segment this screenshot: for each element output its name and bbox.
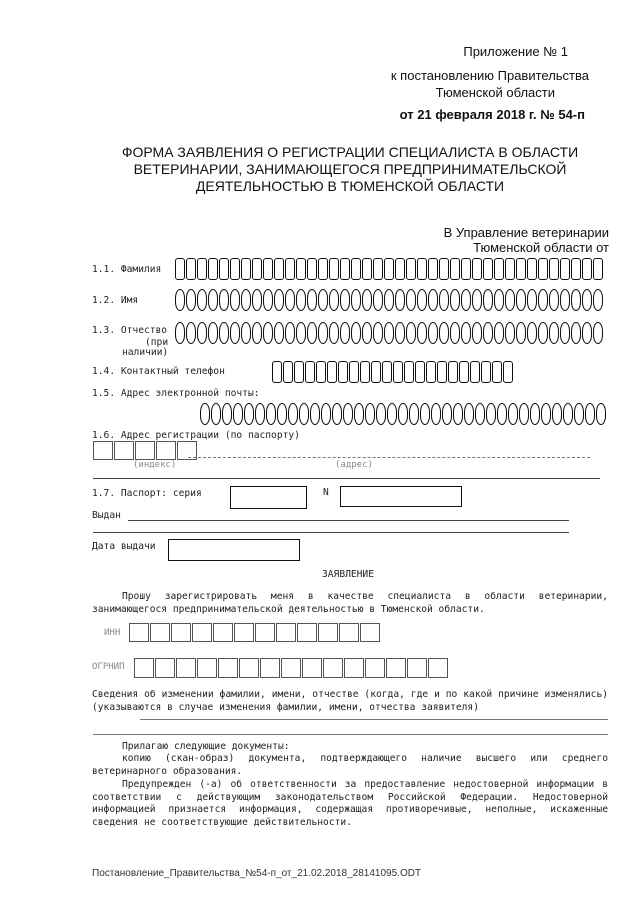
char-cell[interactable] (373, 258, 383, 280)
char-cell[interactable] (497, 403, 507, 425)
char-cell[interactable] (272, 361, 282, 383)
ogrnip-label: ОГРНИП (92, 662, 125, 672)
char-cell[interactable] (222, 403, 232, 425)
char-cell[interactable] (560, 258, 570, 280)
char-cell[interactable] (318, 289, 328, 311)
passport-series-field[interactable] (230, 486, 307, 509)
char-cell[interactable] (241, 258, 251, 280)
address-line-2[interactable] (93, 478, 600, 479)
char-cell[interactable] (252, 322, 262, 344)
char-cell[interactable] (439, 258, 449, 280)
char-cell[interactable] (563, 403, 573, 425)
char-cell[interactable] (428, 289, 438, 311)
char-cell[interactable] (296, 258, 306, 280)
char-cell[interactable] (307, 322, 317, 344)
char-cell[interactable] (508, 403, 518, 425)
index-hint: (индекс) (133, 460, 177, 470)
char-cell[interactable] (395, 289, 405, 311)
char-cell[interactable] (395, 322, 405, 344)
char-cell[interactable] (230, 289, 240, 311)
char-cell[interactable] (329, 322, 339, 344)
char-cell[interactable] (538, 258, 548, 280)
char-cell[interactable] (596, 403, 606, 425)
char-cell[interactable] (585, 403, 595, 425)
postal-index-field[interactable] (93, 441, 198, 460)
char-cell[interactable] (211, 403, 221, 425)
char-cell[interactable] (420, 403, 430, 425)
char-cell[interactable] (483, 289, 493, 311)
char-cell[interactable] (351, 322, 361, 344)
char-cell[interactable] (340, 258, 350, 280)
char-cell[interactable] (494, 258, 504, 280)
patronymic-field[interactable] (175, 322, 604, 344)
form-title (0, 144, 640, 195)
char-cell[interactable] (472, 322, 482, 344)
char-cell[interactable] (453, 403, 463, 425)
char-cell[interactable] (241, 322, 251, 344)
char-cell[interactable] (409, 403, 419, 425)
char-cell[interactable] (294, 361, 304, 383)
char-cell[interactable] (338, 361, 348, 383)
liability-warning: Предупрежден (-а) об ответственности за предоставление недостоверной информации в соответствии с действующим законодательством Российской Федерации. Недостоверной информацией признается информация, содержащая противоречивые, неполные, искаженные сведения не соответствующие действительности. (92, 779, 608, 828)
char-cell[interactable] (266, 403, 276, 425)
decree-date: от 21 февраля 2018 г. № 54-п (399, 107, 585, 122)
attachments-heading: Прилагаю следующие документы: (122, 741, 290, 752)
char-cell[interactable] (486, 403, 496, 425)
char-cell[interactable] (197, 258, 207, 280)
char-cell[interactable] (481, 361, 491, 383)
char-cell[interactable] (233, 403, 243, 425)
char-cell[interactable] (571, 322, 581, 344)
char-cell[interactable] (417, 289, 427, 311)
char-cell[interactable] (527, 289, 537, 311)
char-cell[interactable] (448, 361, 458, 383)
char-cell[interactable] (230, 322, 240, 344)
char-cell[interactable] (470, 361, 480, 383)
char-cell[interactable] (384, 258, 394, 280)
char-cell[interactable] (571, 258, 581, 280)
address-line[interactable] (188, 457, 590, 458)
char-cell[interactable] (288, 403, 298, 425)
char-cell[interactable] (450, 322, 460, 344)
form-title-line: ВЕТЕРИНАРИИ, ЗАНИМАЮЩЕГОСЯ ПРЕДПРИНИМАТЕЛЬСКОЙ (133, 161, 567, 177)
char-cell[interactable] (263, 289, 273, 311)
char-cell[interactable] (439, 289, 449, 311)
char-cell[interactable] (552, 403, 562, 425)
char-cell[interactable] (538, 289, 548, 311)
char-cell[interactable] (516, 258, 526, 280)
char-cell[interactable] (219, 322, 229, 344)
char-cell[interactable] (252, 289, 262, 311)
char-cell[interactable] (505, 258, 515, 280)
char-cell[interactable] (200, 403, 210, 425)
char-cell[interactable] (593, 258, 603, 280)
char-cell[interactable] (376, 403, 386, 425)
char-cell[interactable] (373, 322, 383, 344)
char-cell[interactable] (472, 289, 482, 311)
char-cell[interactable] (387, 403, 397, 425)
email-label: 1.5. Адрес электронной почты: (92, 388, 260, 399)
char-cell[interactable] (263, 258, 273, 280)
name-label: 1.2. Имя (92, 295, 139, 306)
char-cell[interactable] (351, 258, 361, 280)
char-cell[interactable] (329, 258, 339, 280)
char-cell[interactable] (360, 361, 370, 383)
char-cell[interactable] (516, 289, 526, 311)
char-cell[interactable] (582, 258, 592, 280)
char-cell[interactable] (417, 258, 427, 280)
recipient-line: Тюменской области от (473, 240, 609, 255)
char-cell[interactable] (285, 322, 295, 344)
passport-label: 1.7. Паспорт: серия (92, 488, 202, 499)
char-cell[interactable] (472, 258, 482, 280)
char-cell[interactable] (351, 289, 361, 311)
issue-date-label: Дата выдачи (92, 541, 156, 552)
char-cell[interactable] (530, 403, 540, 425)
char-cell[interactable] (197, 289, 207, 311)
char-cell[interactable] (505, 322, 515, 344)
footer-filename: Постановление_Правительства_№54-п_от_21.02.2018_28141095.ODT (92, 868, 422, 879)
char-cell[interactable] (343, 403, 353, 425)
char-cell[interactable] (398, 403, 408, 425)
char-cell[interactable] (494, 322, 504, 344)
patronymic-note: наличии) (122, 347, 169, 358)
char-cell[interactable] (274, 258, 284, 280)
char-cell[interactable] (252, 258, 262, 280)
char-cell[interactable] (406, 258, 416, 280)
char-cell[interactable] (494, 289, 504, 311)
inn-field[interactable] (129, 623, 381, 642)
char-cell[interactable] (186, 258, 196, 280)
char-cell[interactable] (541, 403, 551, 425)
address-label: 1.6. Адрес регистрации (по паспорту) (92, 430, 300, 441)
char-cell[interactable] (437, 361, 447, 383)
char-cell[interactable] (354, 403, 364, 425)
char-cell[interactable] (219, 289, 229, 311)
char-cell[interactable] (316, 361, 326, 383)
char-cell[interactable] (593, 289, 603, 311)
char-cell[interactable] (571, 289, 581, 311)
char-cell[interactable] (475, 403, 485, 425)
char-cell[interactable] (483, 322, 493, 344)
name-change-line[interactable] (140, 719, 608, 720)
char-cell[interactable] (329, 289, 339, 311)
name-change-text: Сведения об изменении фамилии, имени, отчестве (когда, где и по какой причине изменялись)(указываются в случае изменения фамилии, имени, отчества заявителя) (92, 689, 608, 713)
char-cell[interactable] (461, 289, 471, 311)
char-cell[interactable] (263, 322, 273, 344)
name-change-line-2[interactable] (93, 734, 608, 735)
char-cell[interactable] (244, 403, 254, 425)
char-cell[interactable] (439, 322, 449, 344)
char-cell[interactable] (549, 258, 559, 280)
char-cell[interactable] (549, 322, 559, 344)
char-cell[interactable] (464, 403, 474, 425)
patronymic-label: 1.3. Отчество (92, 325, 168, 336)
char-cell[interactable] (415, 361, 425, 383)
char-cell[interactable] (208, 322, 218, 344)
char-cell[interactable] (426, 361, 436, 383)
char-cell[interactable] (277, 403, 287, 425)
char-cell[interactable] (241, 289, 251, 311)
char-cell[interactable] (230, 258, 240, 280)
char-cell[interactable] (340, 322, 350, 344)
char-cell[interactable] (461, 258, 471, 280)
char-cell[interactable] (310, 403, 320, 425)
char-cell[interactable] (538, 322, 548, 344)
char-cell[interactable] (365, 403, 375, 425)
patronymic-note: (при (145, 337, 169, 348)
char-cell[interactable] (442, 403, 452, 425)
char-cell[interactable] (582, 322, 592, 344)
char-cell[interactable] (321, 403, 331, 425)
char-cell[interactable] (186, 289, 196, 311)
char-cell[interactable] (459, 361, 469, 383)
issued-by-line-2[interactable] (93, 532, 569, 533)
statement-request: Прошу зарегистрировать меня в качестве специалиста в области ветеринарии, занимающегося предпринимательской деятельностью в Тюменской области. (92, 591, 608, 615)
statement-heading: ЗАЯВЛЕНИЕ (322, 569, 374, 580)
decree-region: Тюменской области (435, 85, 555, 100)
char-cell[interactable] (492, 361, 502, 383)
char-cell[interactable] (428, 258, 438, 280)
char-cell[interactable] (307, 258, 317, 280)
char-cell[interactable] (428, 322, 438, 344)
issued-by-line[interactable] (128, 520, 569, 521)
name-field[interactable] (175, 289, 604, 311)
char-cell[interactable] (219, 258, 229, 280)
char-cell[interactable] (299, 403, 309, 425)
char-cell[interactable] (404, 361, 414, 383)
appendix-number: Приложение № 1 (463, 44, 568, 59)
char-cell[interactable] (516, 322, 526, 344)
inn-label: ИНН (104, 628, 121, 638)
char-cell[interactable] (560, 289, 570, 311)
char-cell[interactable] (285, 258, 295, 280)
char-cell[interactable] (255, 403, 265, 425)
char-cell[interactable] (208, 258, 218, 280)
char-cell[interactable] (505, 289, 515, 311)
char-cell[interactable] (593, 322, 603, 344)
char-cell[interactable] (406, 289, 416, 311)
char-cell[interactable] (274, 289, 284, 311)
char-cell[interactable] (393, 361, 403, 383)
char-cell[interactable] (175, 322, 185, 344)
char-cell[interactable] (371, 361, 381, 383)
char-cell[interactable] (450, 289, 460, 311)
char-cell[interactable] (560, 322, 570, 344)
char-cell[interactable] (519, 403, 529, 425)
char-cell[interactable] (305, 361, 315, 383)
char-cell[interactable] (332, 403, 342, 425)
char-cell[interactable] (318, 258, 328, 280)
char-cell[interactable] (461, 322, 471, 344)
attachment-item: копию (скан-образ) документа, подтверждающего наличие высшего или среднего ветеринарного образования. (92, 753, 608, 777)
char-cell[interactable] (582, 289, 592, 311)
char-cell[interactable] (549, 289, 559, 311)
char-cell[interactable] (186, 322, 196, 344)
char-cell[interactable] (362, 289, 372, 311)
char-cell[interactable] (384, 289, 394, 311)
ogrnip-field[interactable] (134, 658, 449, 678)
char-cell[interactable] (503, 361, 513, 383)
char-cell[interactable] (285, 289, 295, 311)
form-title-line: ДЕЯТЕЛЬНОСТЬЮ В ТЮМЕНСКОЙ ОБЛАСТИ (195, 178, 505, 194)
char-cell[interactable] (307, 289, 317, 311)
surname-field[interactable] (175, 258, 604, 280)
phone-label: 1.4. Контактный телефон (92, 366, 225, 377)
char-cell[interactable] (349, 361, 359, 383)
issued-by-label: Выдан (92, 510, 121, 521)
char-cell[interactable] (274, 322, 284, 344)
char-cell[interactable] (327, 361, 337, 383)
char-cell[interactable] (208, 289, 218, 311)
address-hint: (адрес) (335, 460, 373, 470)
char-cell[interactable] (362, 258, 372, 280)
surname-label: 1.1. Фамилия (92, 264, 162, 275)
char-cell[interactable] (406, 322, 416, 344)
char-cell[interactable] (175, 289, 185, 311)
char-cell[interactable] (175, 258, 185, 280)
recipient-line: В Управление ветеринарии (443, 225, 609, 240)
char-cell[interactable] (384, 322, 394, 344)
char-cell[interactable] (417, 322, 427, 344)
char-cell[interactable] (296, 289, 306, 311)
phone-field[interactable] (272, 361, 514, 383)
char-cell[interactable] (574, 403, 584, 425)
char-cell[interactable] (483, 258, 493, 280)
char-cell[interactable] (197, 322, 207, 344)
char-cell[interactable] (340, 289, 350, 311)
char-cell[interactable] (362, 322, 372, 344)
char-cell[interactable] (382, 361, 392, 383)
issue-date-field[interactable] (168, 539, 300, 561)
char-cell[interactable] (283, 361, 293, 383)
char-cell[interactable] (527, 322, 537, 344)
email-field[interactable] (200, 403, 607, 425)
char-cell[interactable] (527, 258, 537, 280)
passport-number-field[interactable] (340, 486, 462, 507)
char-cell[interactable] (296, 322, 306, 344)
passport-number-label: N (323, 487, 329, 498)
char-cell[interactable] (373, 289, 383, 311)
char-cell[interactable] (450, 258, 460, 280)
form-title-line: ФОРМА ЗАЯВЛЕНИЯ О РЕГИСТРАЦИИ СПЕЦИАЛИСТА В ОБЛАСТИ (121, 144, 579, 160)
decree-reference: к постановлению Правительства (390, 68, 589, 83)
char-cell[interactable] (395, 258, 405, 280)
char-cell[interactable] (318, 322, 328, 344)
char-cell[interactable] (431, 403, 441, 425)
